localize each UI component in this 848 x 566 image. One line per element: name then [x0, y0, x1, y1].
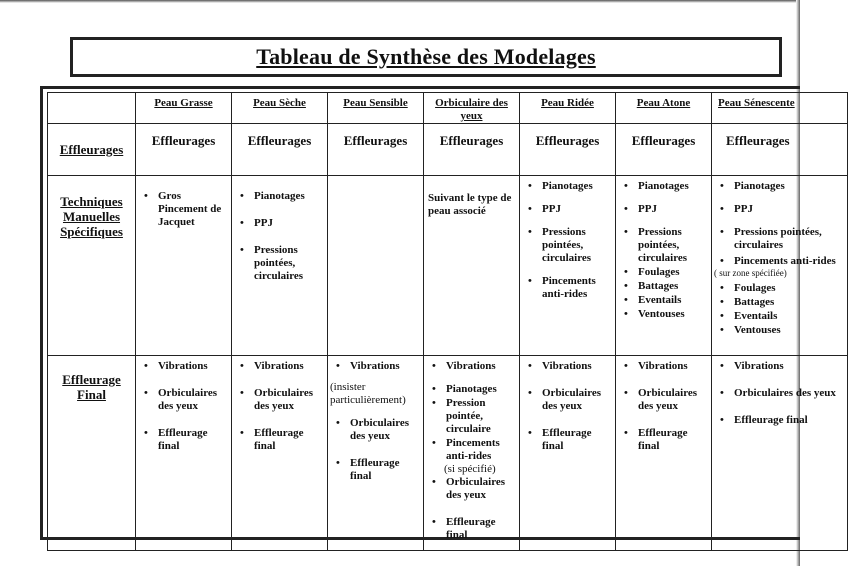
list-item: • Effleurage final [542, 427, 615, 453]
table-cell: Effleurages [424, 124, 520, 176]
col-header: Peau Grasse [136, 93, 232, 124]
table-cell: Effleurages [232, 124, 328, 176]
list-item: • Pincements anti-rides [734, 255, 847, 268]
list-item: • Gros Pincement de Jacquet [158, 190, 231, 229]
table-cell [424, 176, 520, 356]
list-item: • Pianotages [734, 180, 847, 193]
cell-note: (si spécifié) [444, 463, 496, 475]
corner-cell [48, 93, 136, 124]
table-cell: Effleurages [328, 124, 424, 176]
list-item: • Vibrations [638, 360, 711, 373]
list-item: • Vibrations [446, 360, 519, 373]
list-item: • Orbiculaires des yeux [446, 476, 519, 502]
title-box [70, 37, 782, 77]
table-cell [136, 176, 232, 356]
list-item: • Pressions pointées, circulaires [542, 226, 615, 265]
list-item: • Battages [638, 280, 711, 293]
list-item: • PPJ [638, 203, 711, 216]
list-item: • Orbiculaires des yeux [158, 387, 231, 413]
list-item: • Pressions pointées, circulaires [638, 226, 711, 265]
col-header: Peau Atone [616, 93, 712, 124]
list-item: • Orbiculaires des yeux [734, 387, 847, 400]
list-item: • Pression pointée, circulaire [446, 397, 519, 436]
table-cell [232, 356, 328, 551]
row-label-line: Manuelles [62, 209, 121, 224]
list-item: • Vibrations [350, 360, 423, 373]
list-item: • Eventails [638, 294, 711, 307]
row-label-line: Techniques [60, 194, 123, 209]
list-item: • Pianotages [446, 383, 519, 396]
table-cell: Effleurages [712, 124, 848, 176]
header-row [48, 93, 848, 124]
list-item: • Vibrations [158, 360, 231, 373]
table-cell [520, 356, 616, 551]
row-label-line: Final [77, 387, 106, 402]
list-item: • Foulages [734, 282, 847, 295]
col-header: Orbiculaire des yeux [424, 93, 520, 124]
list-item: • Pianotages [254, 190, 327, 203]
list-item: • Foulages [638, 266, 711, 279]
list-item: • Pincements anti-rides [542, 275, 615, 301]
cell-note: ( sur zone spécifiée) [714, 268, 787, 278]
table-cell: Effleurages [616, 124, 712, 176]
col-header: Peau Sèche [232, 93, 328, 124]
list-item: • Vibrations [254, 360, 327, 373]
list-item: • PPJ [734, 203, 847, 216]
col-header: Peau Ridée [520, 93, 616, 124]
cell-note: (insister particulièrement) [330, 381, 406, 406]
list-item: • Effleurage final [638, 427, 711, 453]
row-label: Effleurages [59, 142, 124, 157]
list-item: • Pianotages [542, 180, 615, 193]
effleurages-row [48, 124, 848, 176]
table-cell [520, 176, 616, 356]
final-row [48, 356, 848, 551]
table-frame [40, 86, 836, 541]
list-item: • Pressions pointées, circulaires [734, 226, 847, 252]
table-cell [232, 176, 328, 356]
scan-edge [0, 0, 800, 3]
list-item: • Pincements anti-rides [446, 437, 519, 463]
list-item: • Effleurage final [158, 427, 231, 453]
table-cell [136, 356, 232, 551]
table-cell [328, 356, 424, 551]
techniques-row [48, 176, 848, 356]
table-cell [424, 356, 520, 551]
list-item: • Ventouses [734, 324, 847, 337]
list-item: • Pressions pointées, circulaires [254, 244, 327, 283]
list-item: • PPJ [542, 203, 615, 216]
row-header [48, 356, 136, 551]
table-cell: Effleurages [520, 124, 616, 176]
list-item: • Pianotages [638, 180, 711, 193]
list-item: • Eventails [734, 310, 847, 323]
list-item: • Effleurage final [254, 427, 327, 453]
table-cell: Effleurages [136, 124, 232, 176]
row-header [48, 176, 136, 356]
table-cell [328, 176, 424, 356]
col-header: Peau Sensible [328, 93, 424, 124]
list-item: • Vibrations [542, 360, 615, 373]
list-item: • Effleurage final [350, 457, 423, 483]
list-item: • Effleurage final [446, 516, 519, 542]
table-cell [712, 176, 848, 356]
list-item: • Vibrations [734, 360, 847, 373]
list-item: • PPJ [254, 217, 327, 230]
list-item: • Ventouses [638, 308, 711, 321]
row-label-line: Effleurage [62, 372, 121, 387]
row-label-line: Spécifiques [60, 224, 123, 239]
row-header [48, 124, 136, 176]
synthesis-table [47, 92, 848, 551]
list-item: • Orbiculaires des yeux [350, 417, 423, 443]
list-item: • Orbiculaires des yeux [638, 387, 711, 413]
list-item: • Effleurage final [734, 414, 847, 427]
list-item: • Orbiculaires des yeux [254, 387, 327, 413]
table-cell [616, 176, 712, 356]
list-item: • Battages [734, 296, 847, 309]
cell-text: Suivant le type de peau associé [428, 192, 512, 217]
table-cell [712, 356, 848, 551]
col-header: Peau Sénescente [712, 93, 848, 124]
table-cell [616, 356, 712, 551]
list-item: • Orbiculaires des yeux [542, 387, 615, 413]
page-title: Tableau de Synthèse des Modelages [256, 44, 596, 69]
